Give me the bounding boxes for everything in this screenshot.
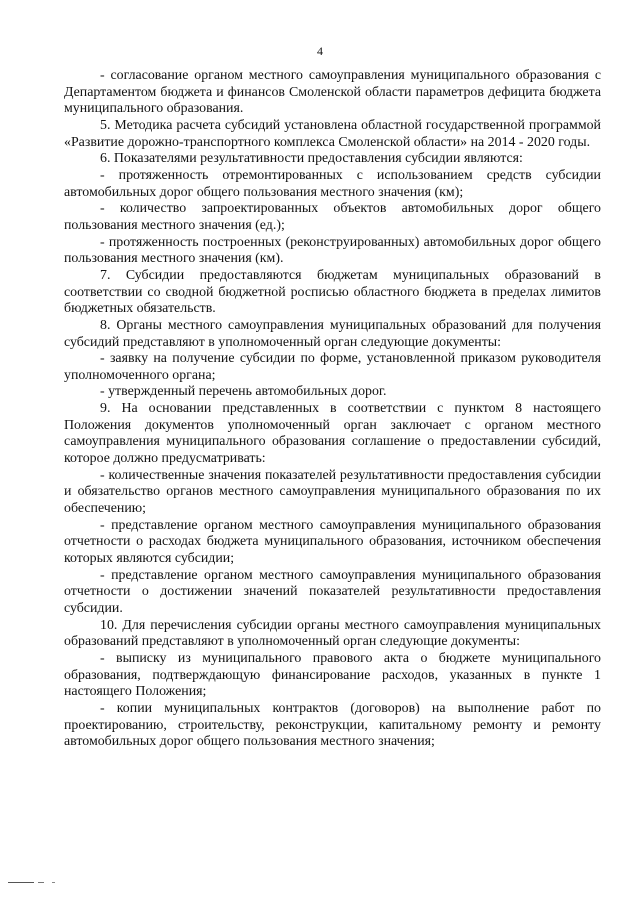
paragraph: - количественные значения показателей результативности предоставления субсидии и обязательство органов местного самоуправления муниципального образования по их обеспечению; [64,467,601,517]
paragraph: 8. Органы местного самоуправления муниципальных образований для получения субсидий представляют в уполномоченный орган следующие документы: [64,317,601,350]
paragraph: - копии муниципальных контрактов (договоров) на выполнение работ по проектированию, строительству, реконструкции, капитальному ремонту и ремонту автомобильных дорог общего пользования местного значения; [64,700,601,750]
paragraph: - протяженность построенных (реконструированных) автомобильных дорог общего пользования местного значения (км). [64,234,601,267]
paragraph: 5. Методика расчета субсидий установлена областной государственной программой «Развитие дорожно-транспортного комплекса Смоленской области» на 2014 - 2020 годы. [64,117,601,150]
paragraph: - выписку из муниципального правового акта о бюджете муниципального образования, подтверждающую финансирование расходов, указанных в пункте 1 настоящего Положения; [64,650,601,700]
paragraph: 9. На основании представленных в соответствии с пунктом 8 настоящего Положения документов уполномоченный орган заключает с органом местного самоуправления муниципального образования соглашение о предоставлении субсидий, которое должно предусматривать: [64,401,601,467]
paragraph: - согласование органом местного самоуправления муниципального образования с Департаментом бюджета и финансов Смоленской области параметров дефицита бюджета муниципального образования. [64,68,601,117]
paragraph: - количество запроектированных объектов автомобильных дорог общего пользования местного значения (ед.); [64,201,601,233]
footer-dash [38,882,44,883]
paragraph: 10. Для перечисления субсидии органы местного самоуправления муниципальных образований представляют в уполномоченный орган следующие документы: [64,617,601,650]
paragraph: - заявку на получение субсидии по форме, установленной приказом руководителя уполномоченного органа; [64,351,601,383]
paragraph: - утвержденный перечень автомобильных дорог. [100,384,387,400]
footer-dash [52,882,55,883]
footer-dash [8,882,34,883]
page-number: 4 [317,44,323,58]
footer-scan-mark [8,880,72,886]
paragraph: 7. Субсидии предоставляются бюджетам муниципальных образований в соответствии со сводной бюджетной росписью областного бюджета в пределах лимитов бюджетных обязательств. [64,267,601,317]
paragraph: 6. Показателями результативности предоставления субсидии являются: [100,151,523,167]
paragraph: - протяженность отремонтированных с использованием средств субсидии автомобильных дорог общего пользования местного значения (км); [64,167,601,200]
document-body [64,68,601,751]
paragraph: - представление органом местного самоуправления муниципального образования отчетности о достижении значений показателей результативности предоставления субсидии. [64,567,601,616]
paragraph: - представление органом местного самоуправления муниципального образования отчетности о расходах бюджета муниципального образования, источником обеспечения которых являются субсидии; [64,517,601,567]
